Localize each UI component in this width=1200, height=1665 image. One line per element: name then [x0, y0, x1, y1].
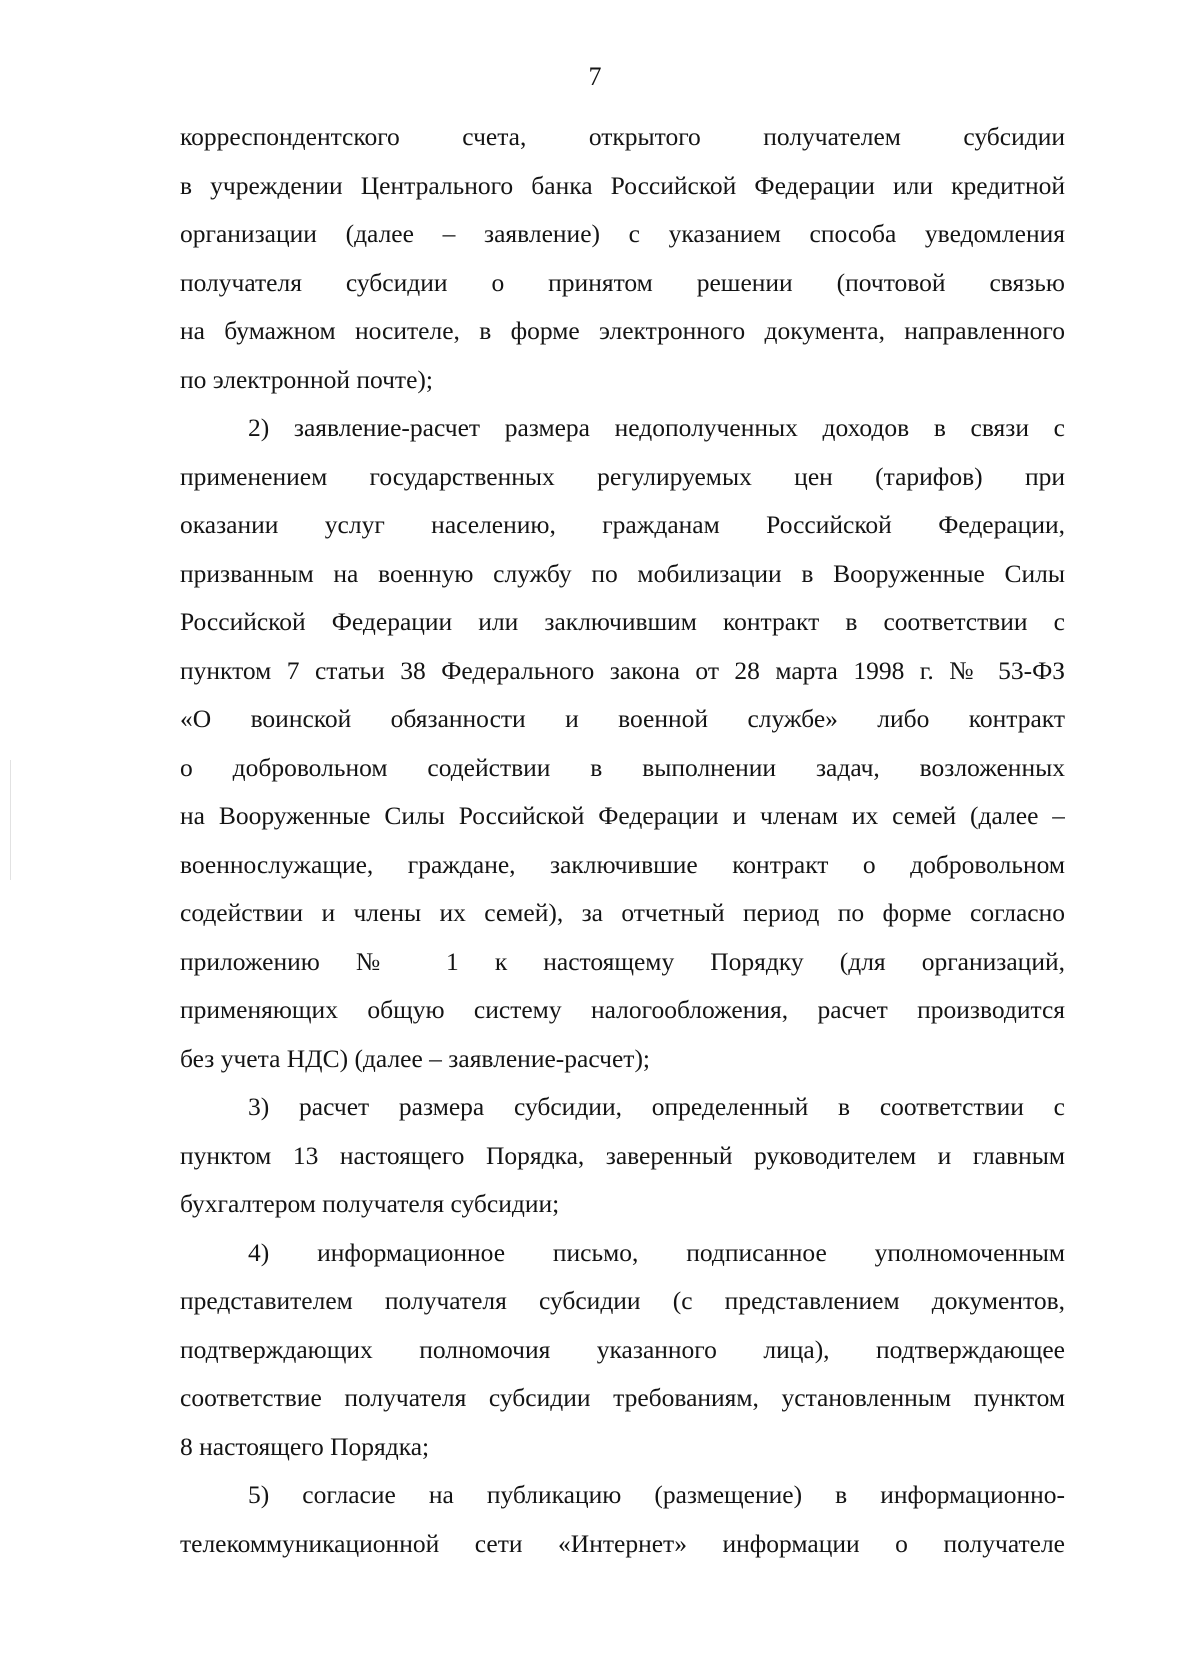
text-line: на бумажном носителе, в форме электронного документа, направленного	[180, 316, 1065, 345]
text-line: в учреждении Центрального банка Российской Федерации или кредитной	[180, 170, 1065, 200]
text-line: Российской Федерации или заключившим контракт в соответствии с	[180, 607, 1065, 636]
text-line: 3) расчет размера субсидии, определенный в соответствии с	[248, 1092, 1065, 1121]
text-line: применением государственных регулируемых цен (тарифов) при	[180, 461, 1065, 491]
text-line: представителем получателя субсидии (с представлением документов,	[180, 1286, 1065, 1315]
text-line: оказании услуг населению, гражданам Российской Федерации,	[180, 510, 1065, 539]
text-line: подтверждающих полномочия указанного лица), подтверждающее	[180, 1334, 1065, 1364]
text-line: 2) заявление-расчет размера недополученных доходов в связи с	[248, 413, 1065, 442]
text-line: на Вооруженные Силы Российской Федерации и членам их семей (далее –	[180, 801, 1065, 830]
text-line: получателя субсидии о принятом решении (почтовой связью	[180, 267, 1065, 297]
text-line: без учета НДС) (далее – заявление-расчет);	[180, 1043, 651, 1073]
page-number: 7	[588, 62, 602, 91]
text-line: «О воинской обязанности и военной службе» либо контракт	[180, 704, 1065, 733]
text-line: призванным на военную службу по мобилизации в Вооруженные Силы	[180, 558, 1065, 588]
text-line: соответствие получателя субсидии требованиям, установленным пунктом	[180, 1383, 1065, 1412]
text-line: пунктом 13 настоящего Порядка, заверенный руководителем и главным	[180, 1140, 1065, 1170]
document-body	[180, 113, 1065, 1568]
text-line: о добровольном содействии в выполнении задач, возложенных	[180, 752, 1065, 782]
scan-edge-mark	[10, 760, 11, 880]
text-line: корреспондентского счета, открытого получателем субсидии	[180, 122, 1065, 151]
text-line: пунктом 7 статьи 38 Федерального закона от 28 марта 1998 г. № 53-ФЗ	[180, 655, 1065, 685]
text-line: бухгалтером получателя субсидии;	[180, 1189, 560, 1218]
text-line: 4) информационное письмо, подписанное уполномоченным	[248, 1237, 1065, 1267]
text-line: телекоммуникационной сети «Интернет» информации о получателе	[180, 1528, 1065, 1558]
text-line: применяющих общую систему налогообложения, расчет производится	[180, 995, 1065, 1024]
text-line: военнослужащие, граждане, заключившие контракт о добровольном	[180, 849, 1065, 879]
text-line: организации (далее – заявление) с указанием способа уведомления	[180, 219, 1065, 248]
text-line: по электронной почте);	[180, 364, 433, 394]
text-line: содействии и члены их семей), за отчетный период по форме согласно	[180, 898, 1065, 927]
text-line: 5) согласие на публикацию (размещение) в информационно-	[248, 1480, 1065, 1509]
text-line: 8 настоящего Порядка;	[180, 1431, 430, 1461]
text-line: приложению № 1 к настоящему Порядку (для организаций,	[180, 946, 1065, 976]
